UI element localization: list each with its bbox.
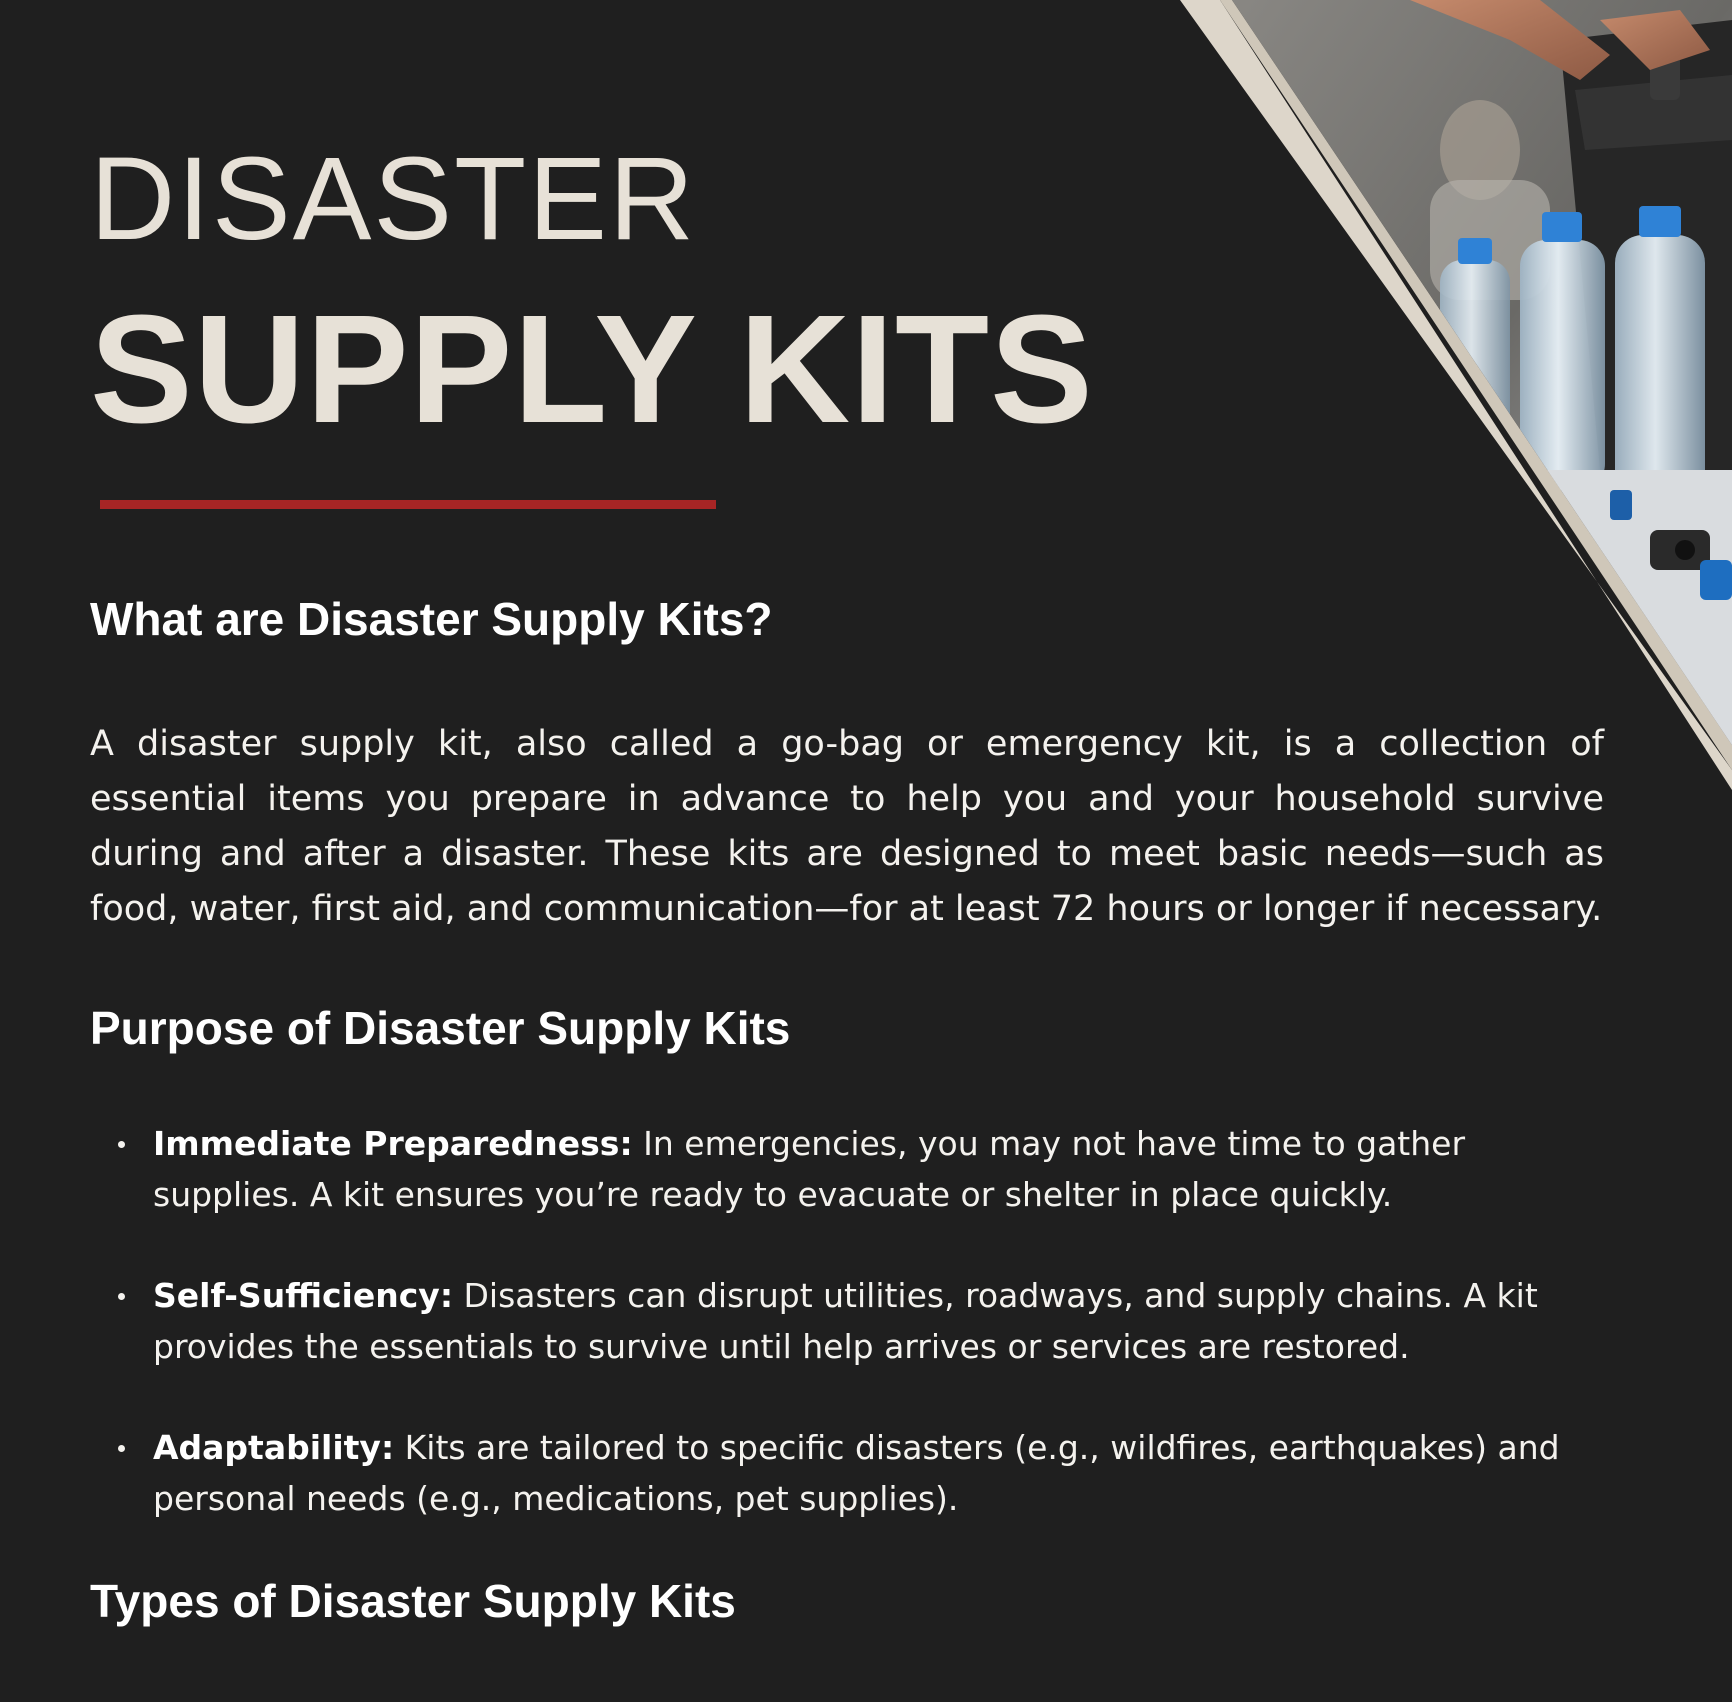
list-item-label: Adaptability:	[153, 1428, 395, 1468]
list-item	[90, 1118, 1604, 1220]
list-item-label: Self-Sufficiency:	[153, 1276, 454, 1316]
title-line-2: SUPPLY KITS	[90, 283, 1094, 455]
title-line-1: DISASTER	[90, 133, 697, 265]
list-item-text: Disasters can disrupt utilities, roadways, and supply chains. A kit provides the essentials to survive until help arrives or services are restored.	[153, 1276, 1538, 1367]
list-item-label: Immediate Preparedness:	[153, 1124, 633, 1164]
list-item	[90, 1422, 1604, 1524]
intro-paragraph: A disaster supply kit, also called a go-bag or emergency kit, is a collection of essential items you prepare in advance to help you and your household survive during and after a disaster. These kits are designed to meet basic needs—such as food, water, first aid, and communication—for at least 72 hours or longer if necessary.	[90, 724, 1604, 930]
heading-purpose: Purpose of Disaster Supply Kits	[90, 1002, 791, 1055]
list-item-text: Kits are tailored to specific disasters (e.g., wildfires, earthquakes) and personal needs (e.g., medications, pet supplies).	[153, 1428, 1560, 1519]
heading-what-are-kits: What are Disaster Supply Kits?	[90, 593, 773, 645]
bullet-dot-icon	[118, 1445, 125, 1452]
heading-types: Types of Disaster Supply Kits	[90, 1575, 736, 1628]
bullet-dot-icon	[118, 1141, 125, 1148]
purpose-list	[90, 1118, 1604, 1524]
title-accent-rule	[100, 500, 716, 509]
bullet-dot-icon	[118, 1293, 125, 1300]
list-item-text: In emergencies, you may not have time to gather supplies. A kit ensures you’re ready to evacuate or shelter in place quickly.	[153, 1124, 1466, 1215]
content-column	[90, 592, 1604, 1630]
list-item	[90, 1270, 1604, 1372]
